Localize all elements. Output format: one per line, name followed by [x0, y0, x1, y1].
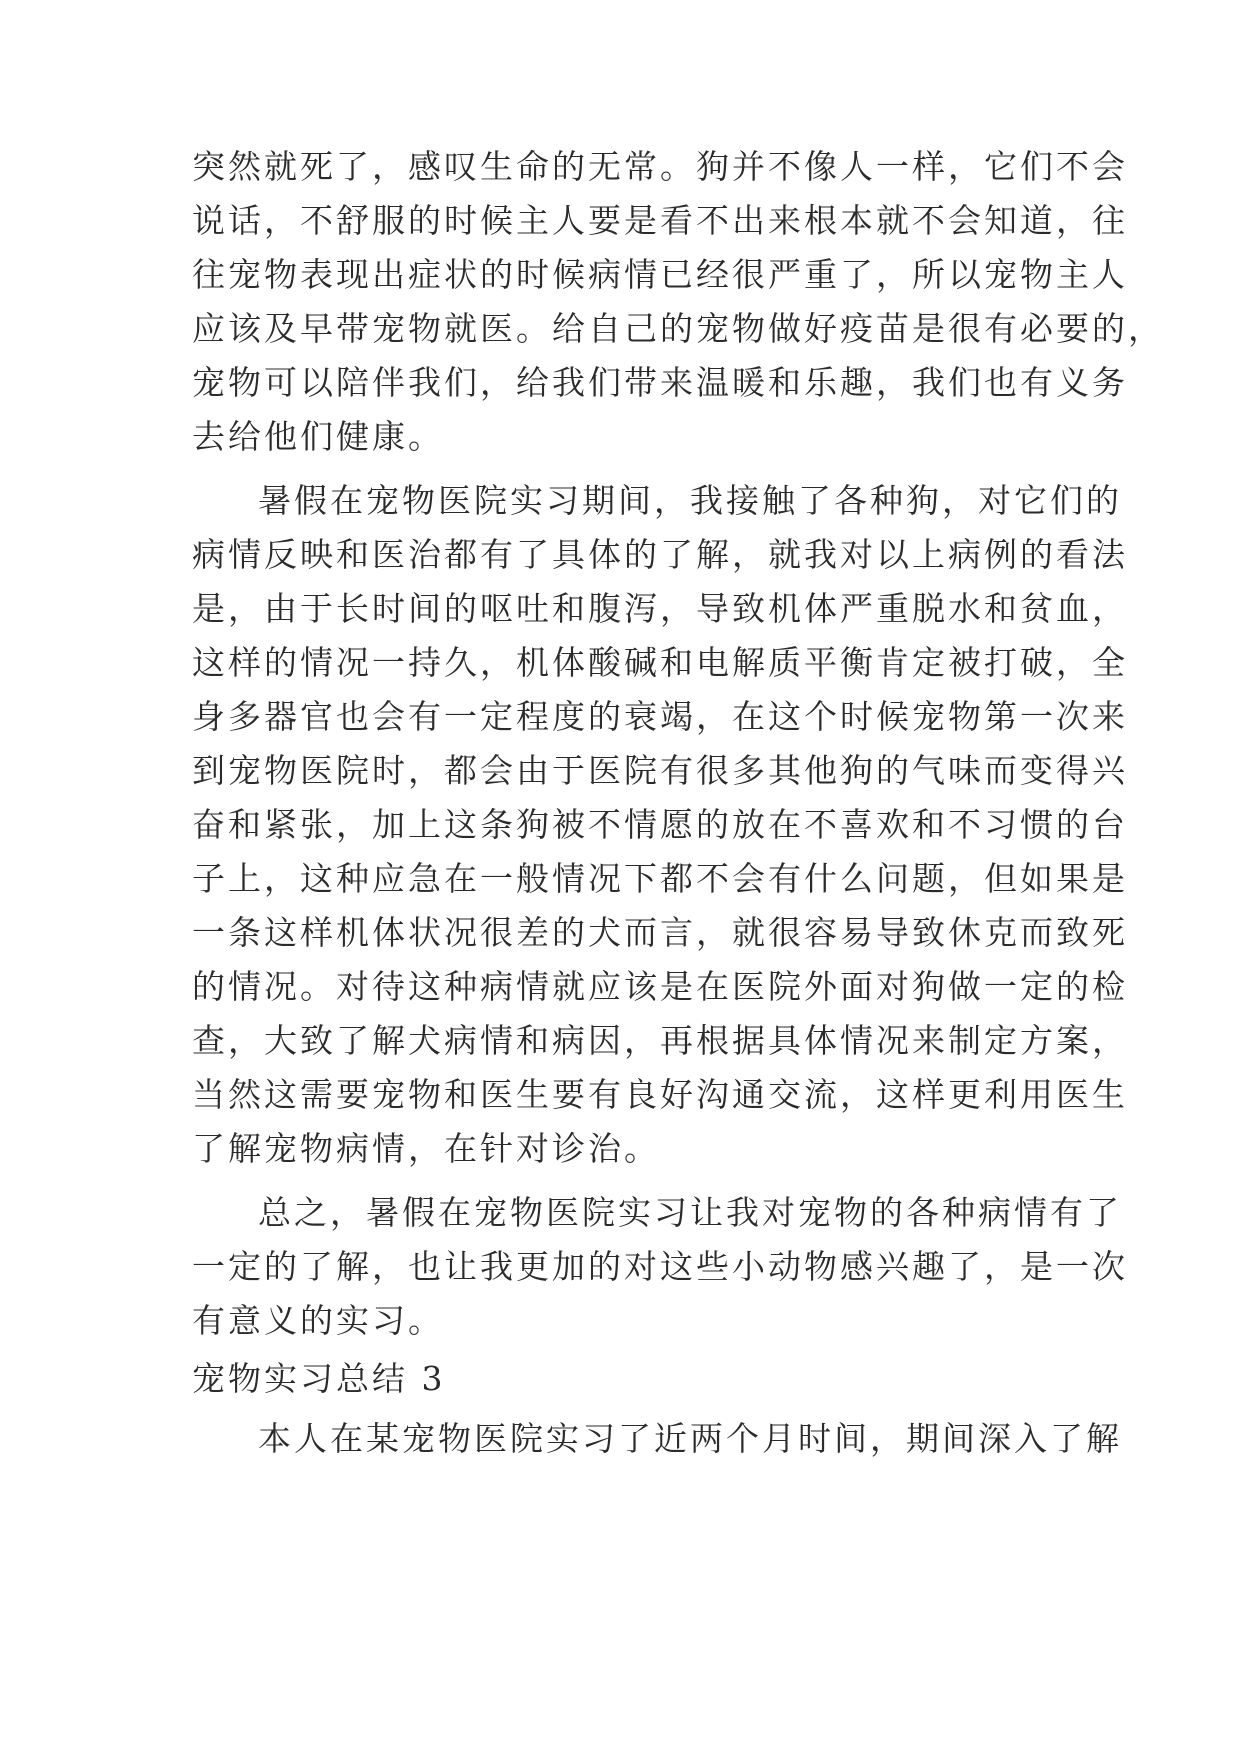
section-heading: 宠物实习总结 3: [192, 1359, 446, 1398]
text-line: 奋和紧张，加上这条狗被不情愿的放在不喜欢和不习惯的台: [192, 805, 1128, 844]
text-line: 往宠物表现出症状的时候病情已经很严重了，所以宠物主人: [192, 255, 1128, 294]
paragraph-first-line: 本人在某宠物医院实习了近两个月时间，期间深入了解: [258, 1419, 1122, 1458]
text-line: 是，由于长时间的呕吐和腹泻，导致机体严重脱水和贫血，: [192, 589, 1128, 628]
text-line: 了解宠物病情，在针对诊治。: [192, 1129, 660, 1168]
text-line: 子上，这种应急在一般情况下都不会有什么问题，但如果是: [192, 859, 1128, 898]
text-line: 应该及早带宠物就医。给自己的宠物做好疫苗是很有必要的，: [192, 309, 1164, 348]
text-line: 去给他们健康。: [192, 417, 444, 456]
paragraph-first-line: 暑假在宠物医院实习期间，我接触了各种狗，对它们的: [258, 481, 1122, 520]
text-line: 身多器官也会有一定程度的衰竭，在这个时候宠物第一次来: [192, 697, 1128, 736]
text-line: 宠物可以陪伴我们，给我们带来温暖和乐趣，我们也有义务: [192, 363, 1128, 402]
text-line: 一定的了解，也让我更加的对这些小动物感兴趣了，是一次: [192, 1247, 1128, 1286]
text-line: 查，大致了解犬病情和病因，再根据具体情况来制定方案，: [192, 1021, 1128, 1060]
text-line: 到宠物医院时，都会由于医院有很多其他狗的气味而变得兴: [192, 751, 1128, 790]
text-line: 有意义的实习。: [192, 1301, 444, 1340]
paragraph-first-line: 总之，暑假在宠物医院实习让我对宠物的各种病情有了: [258, 1193, 1122, 1232]
text-line: 这样的情况一持久，机体酸碱和电解质平衡肯定被打破，全: [192, 643, 1128, 682]
text-line: 的情况。对待这种病情就应该是在医院外面对狗做一定的检: [192, 967, 1128, 1006]
text-line: 突然就死了，感叹生命的无常。狗并不像人一样，它们不会: [192, 147, 1128, 186]
text-line: 当然这需要宠物和医生要有良好沟通交流，这样更利用医生: [192, 1075, 1128, 1114]
text-line: 说话，不舒服的时候主人要是看不出来根本就不会知道，往: [192, 201, 1128, 240]
text-line: 病情反映和医治都有了具体的了解，就我对以上病例的看法: [192, 535, 1128, 574]
text-line: 一条这样机体状况很差的犬而言，就很容易导致休克而致死: [192, 913, 1128, 952]
